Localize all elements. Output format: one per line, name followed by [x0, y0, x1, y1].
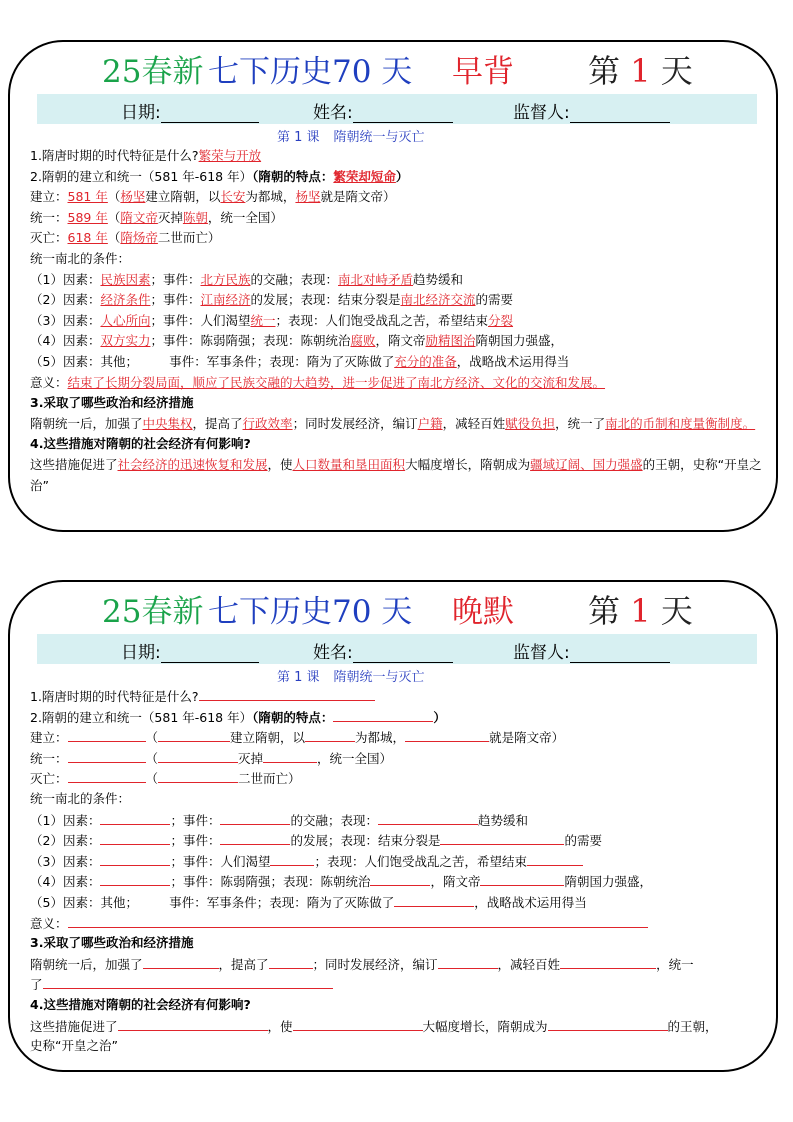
blank[interactable] — [480, 871, 564, 886]
condition-2: （2）因素：经济条件；事件：江南经济的发展；表现：结束分裂是南北经济交流的需要 — [30, 292, 514, 308]
measures-text: 隋朝统一后，加强了中央集权，提高了行政效率；同时发展经济，编订户籍，减轻百姓赋役负担，统一了南北的币制和度量衡制度。 — [30, 415, 756, 431]
morning-content — [30, 146, 775, 496]
condition-1: （1）因素：民族因素；事件：北方民族的交融；表现：南北对峙矛盾趋势缓和 — [30, 271, 464, 287]
q2-line: 2.隋朝的建立和统一（581 年-618 年）（隋朝的特点： ） — [30, 707, 775, 728]
conditions-title: 统一南北的条件： — [30, 250, 131, 266]
blank[interactable] — [269, 954, 313, 969]
blank[interactable] — [100, 810, 170, 825]
meaning-line: 意义：结束了长期分裂局面，顺应了民族交融的大趋势，进一步促进了南北方经济、文化的交流和发展。 — [30, 374, 606, 390]
supervisor-field[interactable]: 监督人: — [513, 638, 670, 663]
q4-heading: 4.这些措施对隋朝的社会经济有何影响? — [30, 996, 251, 1012]
blank[interactable] — [378, 810, 478, 825]
lesson-heading: 第 1 课 隋朝统一与灭亡 — [277, 130, 425, 145]
condition-3: （3）因素： ；事件：人们渴望 ；表现：人们饱受战乱之苦，希望结束 — [30, 851, 775, 872]
title-course: 七下历史70 天 — [208, 54, 413, 90]
blank[interactable] — [158, 768, 238, 783]
impact-text-2: 史称“开皇之治” — [30, 1038, 118, 1054]
blank[interactable] — [220, 830, 290, 845]
blank[interactable] — [293, 1016, 423, 1031]
title-session: 晚默 — [452, 594, 514, 630]
fall-line: 灭亡：618 年（隋炀帝二世而亡） — [30, 230, 221, 246]
morning-card — [8, 40, 778, 532]
blank[interactable] — [100, 830, 170, 845]
blank[interactable] — [100, 851, 170, 866]
title-session: 早背 — [452, 54, 514, 90]
blank[interactable] — [305, 727, 355, 742]
condition-4: （4）因素： ；事件：陈弱隋强；表现：陈朝统治 ，隋文帝 隋朝国力强盛， — [30, 871, 775, 892]
name-field[interactable]: 姓名: — [313, 638, 453, 663]
info-bar — [37, 634, 757, 664]
unify-line: 统一：589 年（隋文帝灭掉陈朝，统一全国） — [30, 209, 283, 225]
meaning-line: 意义： — [30, 913, 775, 934]
blank[interactable] — [438, 954, 498, 969]
blank[interactable] — [263, 748, 317, 763]
evening-content — [30, 686, 775, 1057]
blank[interactable] — [43, 974, 333, 989]
blank[interactable] — [270, 851, 314, 866]
fall-line: 灭亡： （ 二世而亡） — [30, 768, 775, 789]
condition-5: （5）因素：其他； 事件：军事条件；表现：隋为了灭陈做了 ，战略战术运用得当 — [30, 892, 775, 913]
blank[interactable] — [158, 727, 230, 742]
card-title — [10, 586, 776, 632]
q3-heading: 3.采取了哪些政治和经济措施 — [30, 395, 194, 411]
date-field[interactable]: 日期: — [121, 638, 259, 663]
blank[interactable] — [68, 913, 648, 928]
title-course: 七下历史70 天 — [208, 594, 413, 630]
day-counter: 第 1 天 — [588, 592, 693, 630]
blank[interactable] — [333, 707, 433, 722]
q4-heading: 4.这些措施对隋朝的社会经济有何影响? — [30, 436, 251, 452]
date-field[interactable]: 日期: — [121, 98, 259, 123]
conditions-title: 统一南北的条件： — [30, 790, 131, 806]
blank[interactable] — [100, 871, 170, 886]
measures-text-2: 了 — [30, 974, 775, 995]
blank[interactable] — [394, 892, 474, 907]
blank[interactable] — [118, 1016, 268, 1031]
impact-text: 这些措施促进了社会经济的迅速恢复和发展，使人口数量和垦田面积大幅度增长，隋朝成为疆域辽阔、国力强盛的王朝，史称“开皇之治” — [30, 456, 762, 493]
blank[interactable] — [199, 686, 375, 701]
blank[interactable] — [370, 871, 430, 886]
day-counter: 第 1 天 — [588, 52, 693, 90]
answer: 繁荣与开放 — [198, 148, 262, 163]
info-bar — [37, 94, 757, 124]
q1-line: 1.隋唐时期的时代特征是什么?繁荣与开放 — [30, 148, 262, 163]
lesson-heading: 第 1 课 隋朝统一与灭亡 — [277, 670, 425, 685]
title-prefix: 25春新 — [102, 54, 204, 90]
condition-3: （3）因素：人心所向；事件：人们渴望统一；表现：人们饱受战乱之苦，希望结束分裂 — [30, 312, 514, 328]
founded-line: 建立：581 年（杨坚建立隋朝，以长安为都城，杨坚就是隋文帝） — [30, 189, 396, 205]
evening-card — [8, 580, 778, 1072]
card-title — [10, 46, 776, 92]
blank[interactable] — [68, 727, 146, 742]
founded-line: 建立： （ 建立隋朝，以 为都城， 就是隋文帝） — [30, 727, 775, 748]
impact-text: 这些措施促进了 ，使 大幅度增长，隋朝成为 的王朝， — [30, 1016, 775, 1037]
blank[interactable] — [158, 748, 238, 763]
condition-2: （2）因素： ；事件： 的发展；表现：结束分裂是 的需要 — [30, 830, 775, 851]
q3-heading: 3.采取了哪些政治和经济措施 — [30, 935, 194, 951]
supervisor-field[interactable]: 监督人: — [513, 98, 670, 123]
q1-line: 1.隋唐时期的时代特征是什么? — [30, 686, 775, 707]
blank[interactable] — [68, 748, 146, 763]
blank[interactable] — [405, 727, 489, 742]
blank[interactable] — [560, 954, 656, 969]
measures-text: 隋朝统一后，加强了 ，提高了 ；同时发展经济，编订 ，减轻百姓 ，统一 — [30, 954, 775, 975]
blank[interactable] — [548, 1016, 668, 1031]
condition-5: （5）因素：其他； 事件：军事条件；表现：隋为了灭陈做了充分的准备，战略战术运用得当 — [30, 353, 570, 369]
blank[interactable] — [68, 768, 146, 783]
title-prefix: 25春新 — [102, 594, 204, 630]
condition-1: （1）因素： ；事件： 的交融；表现： 趋势缓和 — [30, 810, 775, 831]
unify-line: 统一： （ 灭掉 ，统一全国） — [30, 748, 775, 769]
blank[interactable] — [220, 810, 290, 825]
blank[interactable] — [440, 830, 564, 845]
blank[interactable] — [143, 954, 219, 969]
blank[interactable] — [527, 851, 583, 866]
condition-4: （4）因素：双方实力；事件：陈弱隋强；表现：陈朝统治腐败，隋文帝励精图治隋朝国力强盛， — [30, 333, 564, 349]
name-field[interactable]: 姓名: — [313, 98, 453, 123]
q2-line: 2.隋朝的建立和统一（581 年-618 年）（隋朝的特点：繁荣却短命） — [30, 168, 409, 184]
